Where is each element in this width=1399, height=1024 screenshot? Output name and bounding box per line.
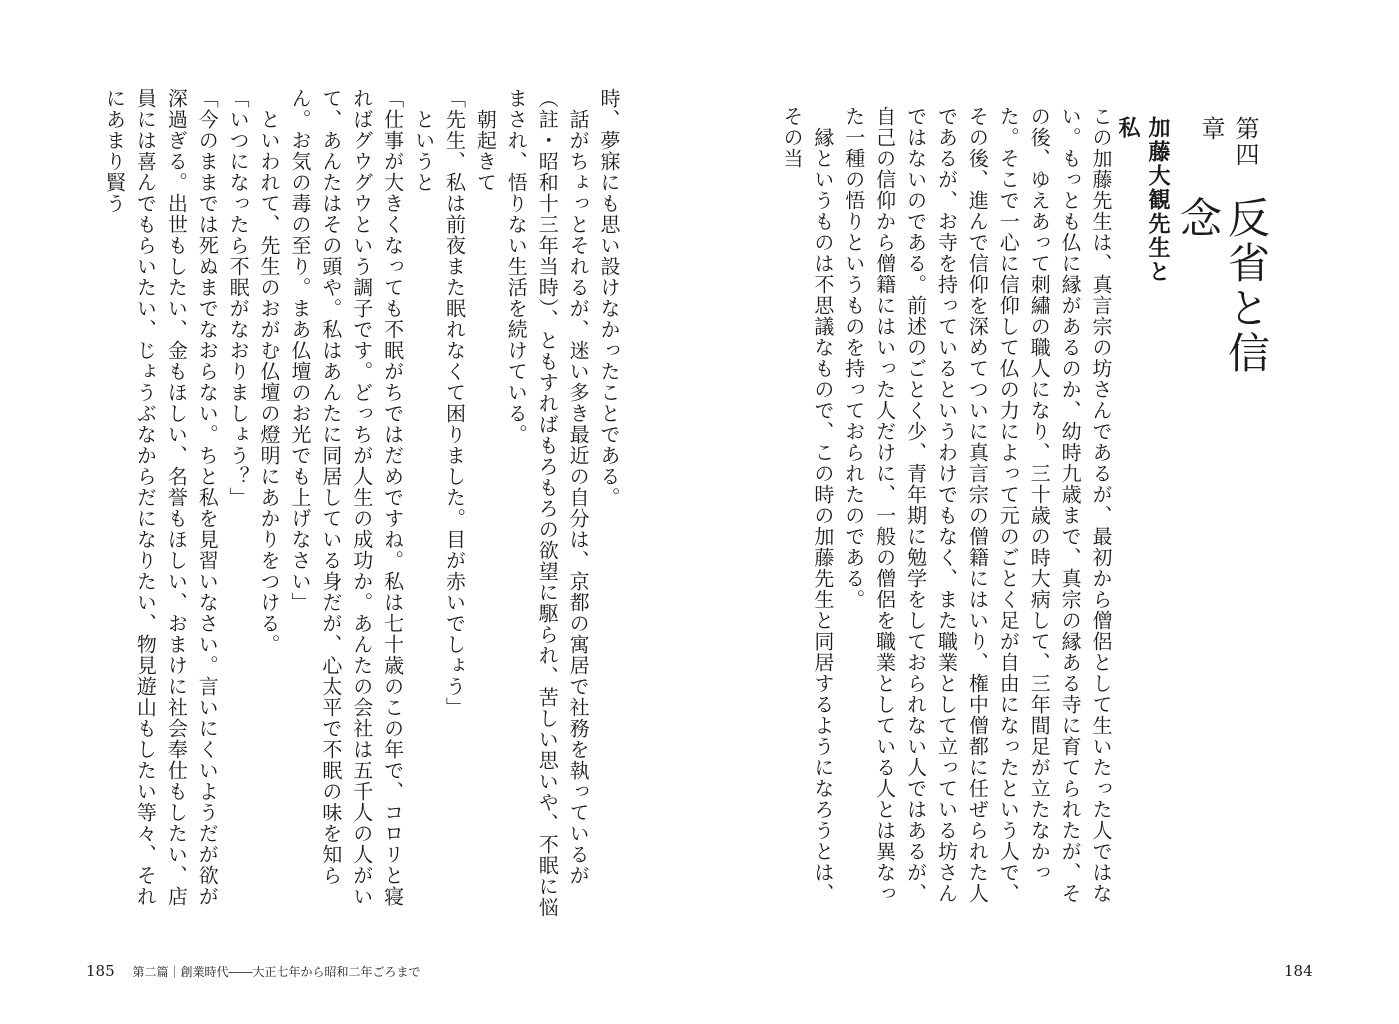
chapter-number: 第四章 bbox=[1197, 116, 1259, 168]
right-page-body bbox=[779, 106, 1116, 921]
paragraph: というと bbox=[411, 88, 436, 193]
running-head: 第二篇｜創業時代――大正七年から昭和二年ごろまで bbox=[132, 965, 421, 979]
paragraph: といわれて、先生のおがむ仏壇の燈明にあかりをつける。 bbox=[257, 88, 282, 655]
right-page-number: 184 bbox=[1284, 962, 1313, 980]
left-page-number: 185 bbox=[86, 962, 115, 980]
paragraph: 「今のままでは死ぬまでなおらない。ちと私を見習いなさい。言いにくいようだが欲が深過ぎる。出世もしたい、金もほしい、名誉もほしい、おまけに社会奉仕もしたい、店員には喜んでもらいたい、じょうぶなからだになりたい、物見遊山もしたい等々、それにあまり賢う bbox=[102, 88, 220, 907]
paragraph: 縁というものは不思議なもので、この時の加藤先生と同居するようになろうとは、その当 bbox=[779, 106, 835, 904]
paragraph: この加藤先生は、真言宗の坊さんであるが、最初から僧侶として生いたった人ではない。もっとも仏に縁があるのか、幼時九歳まで、真宗の縁ある寺に育てられたが、その後、ゆえあって刺繡の職人になり、三十歳の時大病して、三年間足が立たなかった。そこで一心に信仰して仏の力によって元のごとく足が自由になったという人で、その後、進んで信仰を深めてついに真言宗の僧籍にはいり、権中僧都に任ぜられた人であるが、お寺を持っているというわけでもなく、また職業として立っている坊さんではないのである。前述のごとく少、青年期に勉学をしておられない人ではあるが、自己の信仰から僧籍にはいった人だけに、一般の僧侶を職業としている人とは異なった一種の悟りというものを持っておられたのである。 bbox=[841, 106, 1113, 904]
paragraph: 「先生、私は前夜また眠れなくて困りました。目が赤いでしょう」 bbox=[442, 88, 467, 718]
paragraph: 「仕事が大きくなっても不眠がちではだめですね。私は七十歳のこの年で、コロリと寝ればグウグウという調子です。どっちが人生の成功か。あんたの会社は五千人の人がいて、あんたはその頭や。私はあんたに同居している身だが、心太平で不眠の味を知らん。お気の毒の至り。まあ仏壇のお光でも上げなさい」 bbox=[287, 88, 405, 907]
section-heading: 加藤大観先生と私 bbox=[1115, 116, 1170, 284]
left-page-body bbox=[84, 88, 624, 921]
left-footer bbox=[86, 960, 420, 982]
paragraph: 朝起きて bbox=[473, 88, 498, 193]
paragraph: 時、夢寐にも思い設けなかったことである。 bbox=[597, 88, 621, 508]
chapter-title: 反省と信念 bbox=[1174, 196, 1271, 376]
paragraph: 「いつになったら不眠がなおりましょう？」 bbox=[226, 88, 251, 508]
paragraph: 話がちょっとそれるが、迷い多き最近の自分は、京都の寓居で社務を執っているが（註・昭和十三年当時）、ともすればもろもろの欲望に駆られ、苦しい思いや、不眠に悩まされ、悟りない生活を続けている。 bbox=[504, 88, 591, 918]
